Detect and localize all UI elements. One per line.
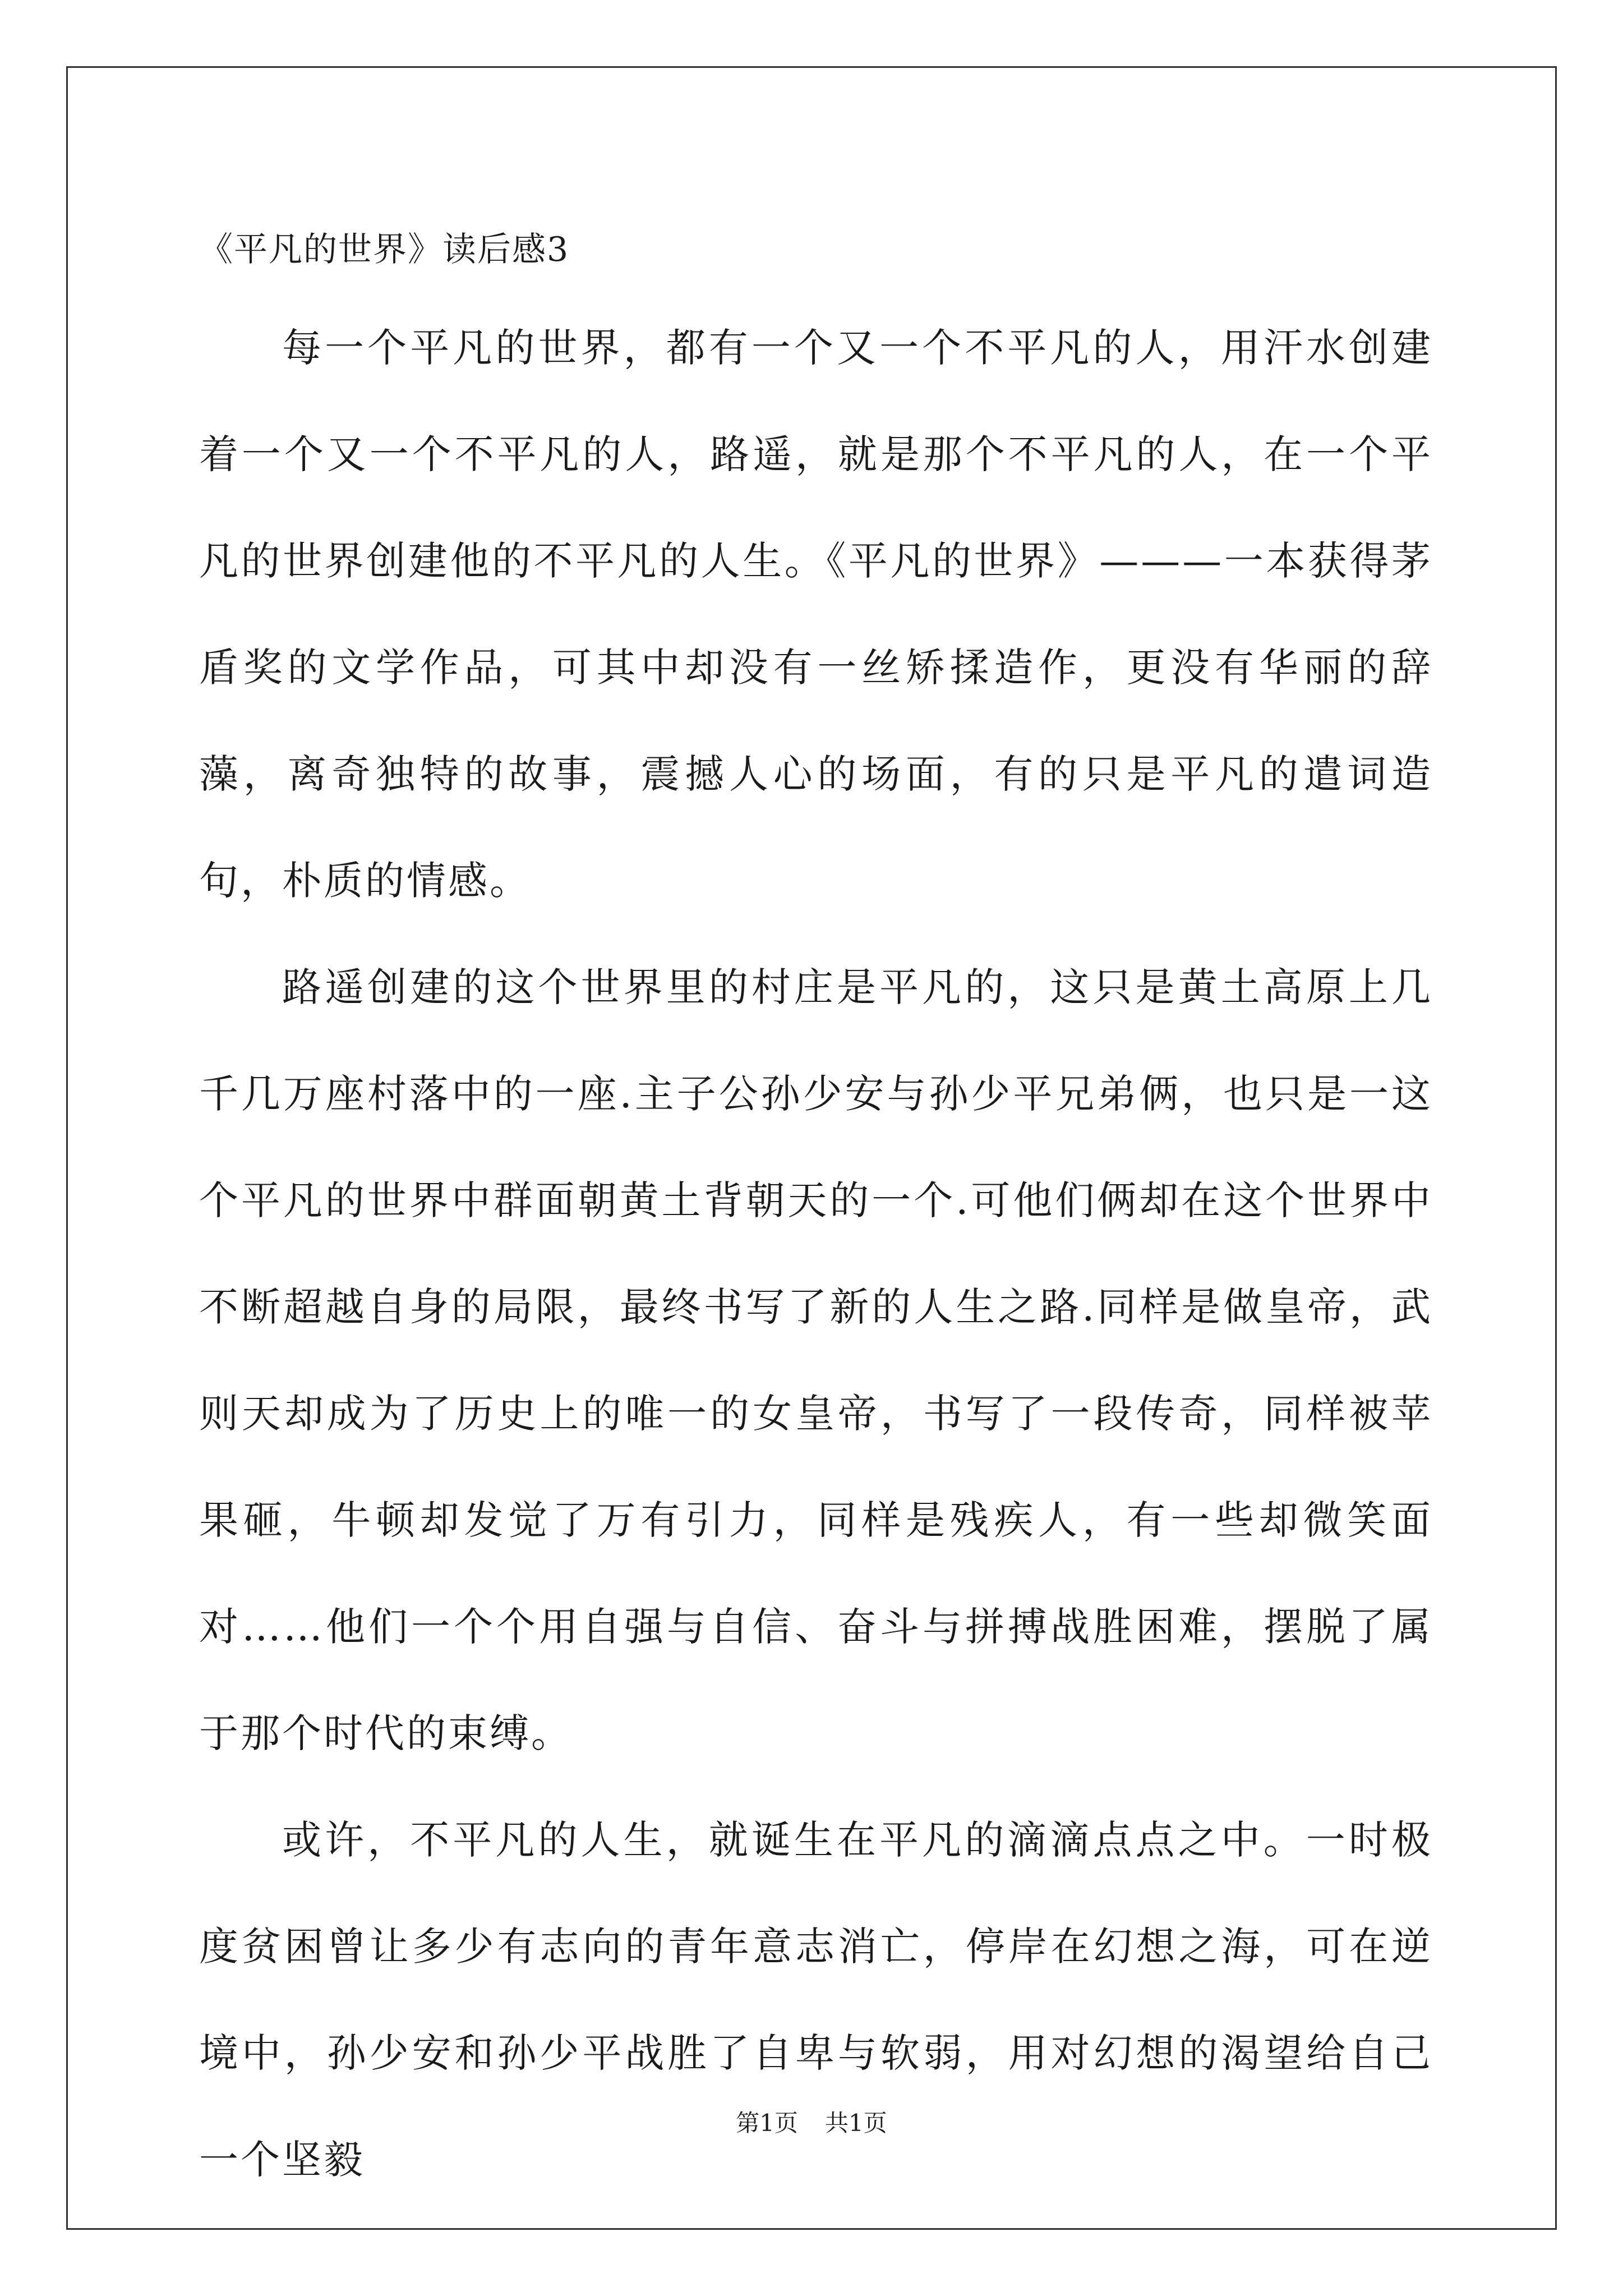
paragraph-2: 路遥创建的这个世界里的村庄是平凡的，这只是黄土高原上几千几万座村落中的一座.主子公孙少安与孙少平兄弟俩，也只是一这个平凡的世界中群面朝黄土背朝天的一个.可他们俩却在这个世界中不断超越自身的局限，最终书写了新的人生之路.同样是做皇帝，武则天却成为了历史上的唯一的女皇帝，书写了一段传奇，同样被苹果砸，牛顿却发觉了万有引力，同样是残疾人，有一些却微笑面对……他们一个个用自强与自信、奋斗与拼搏战胜困难，摆脱了属于那个时代的束缚。 [199,964,1433,1756]
document-body [199,222,1433,2213]
document-title: 《平凡的世界》读后感3 [199,230,570,269]
page-number: 第1页 [736,2109,798,2137]
paragraph-3: 或许，不平凡的人生，就诞生在平凡的滴滴点点之中。一时极度贫困曾让多少有志向的青年意志消亡，停岸在幻想之海，可在逆境中，孙少安和孙少平战胜了自卑与软弱，用对幻想的渴望给自己一个坚毅 [199,1817,1433,2183]
page-total: 共1页 [825,2109,887,2137]
paragraph-1: 每一个平凡的世界，都有一个又一个不平凡的人，用汗水创建着一个又一个不平凡的人，路遥，就是那个不平凡的人，在一个平凡的世界创建他的不平凡的人生。《平凡的世界》———一本获得茅盾奖的文学作品，可其中却没有一丝矫揉造作，更没有华丽的辞藻，离奇独特的故事，震撼人心的场面，有的只是平凡的遣词造句，朴质的情感。 [199,325,1433,904]
page-footer [0,2106,1623,2140]
